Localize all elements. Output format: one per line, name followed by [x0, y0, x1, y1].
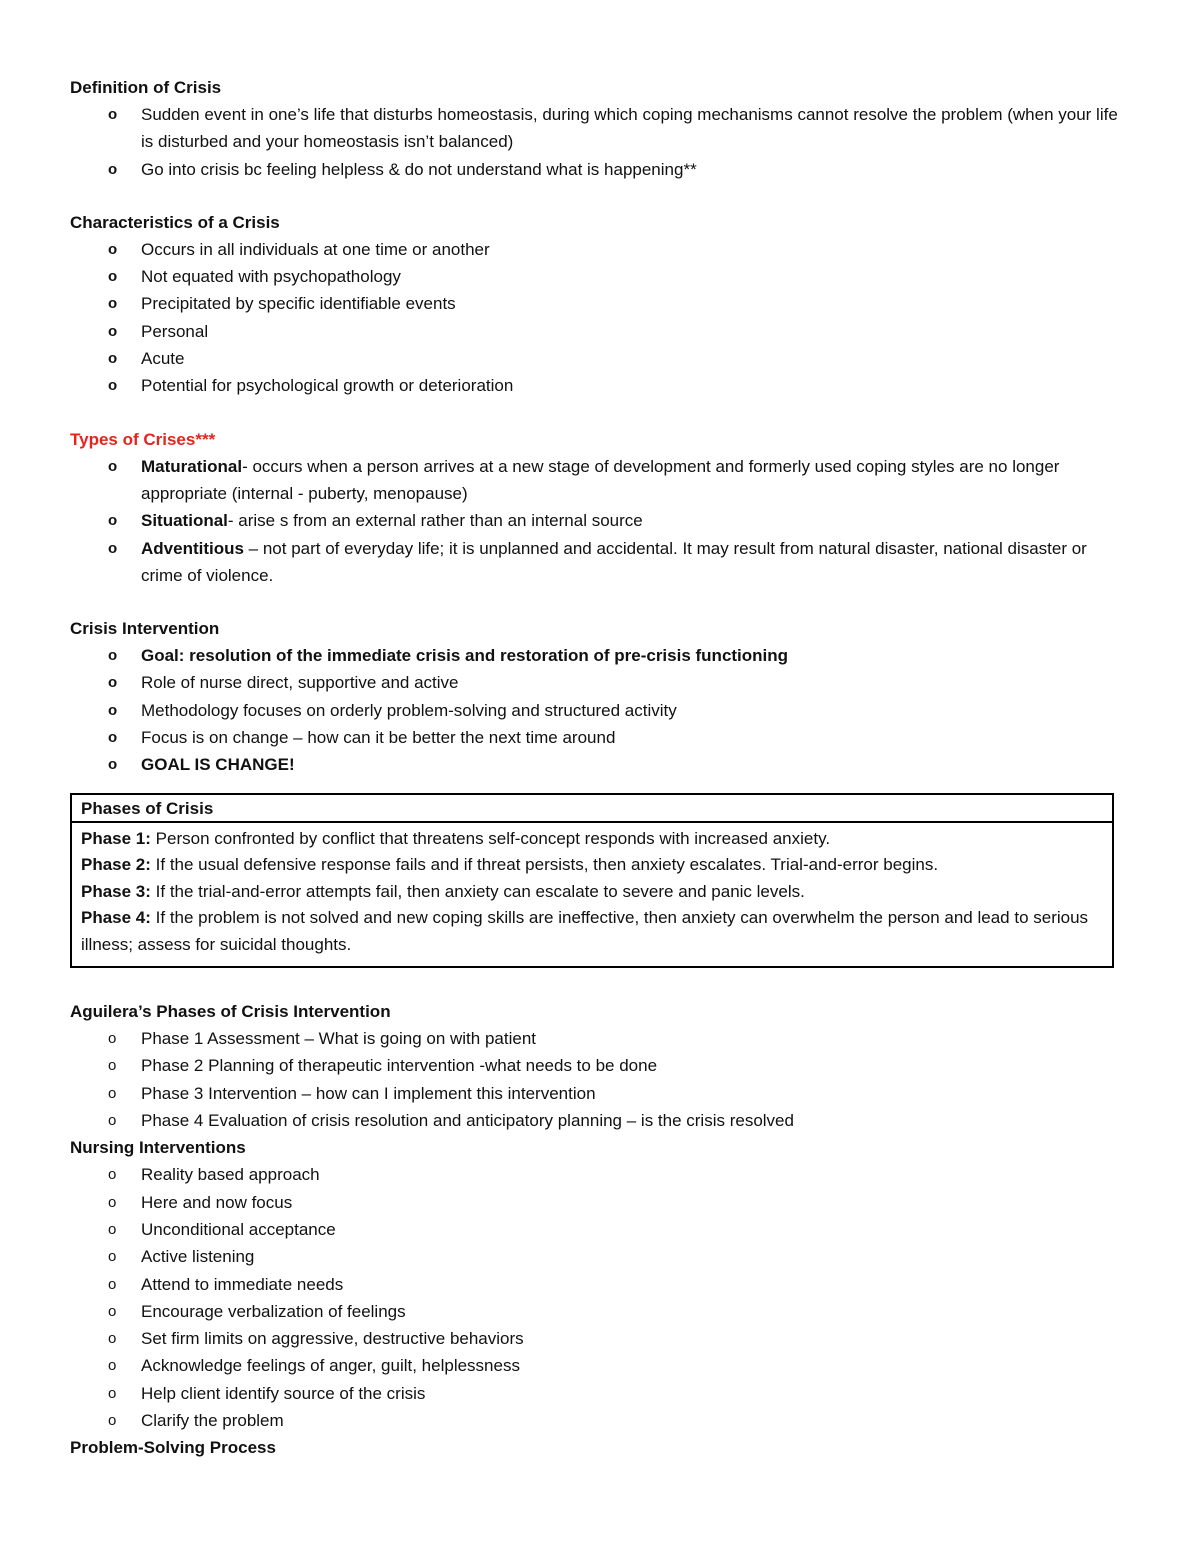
list-item [70, 453, 1130, 508]
bullet-icon: o [108, 1330, 117, 1348]
list-item-text: Phase 1 Assessment – What is going on with patient [141, 1029, 537, 1049]
intervention-section [70, 615, 1130, 778]
phase-text: If the usual defensive response fails and if threat persists, then anxiety escalates. Trial-and-error begins. [150, 855, 939, 875]
phase-row [81, 826, 1103, 853]
bullet-icon: o [108, 240, 118, 258]
characteristics-section [70, 209, 1130, 400]
list-item [70, 156, 1130, 183]
type-text: - arise s from an external rather than an internal source [227, 511, 643, 531]
nursing-title: Nursing Interventions [70, 1138, 246, 1158]
bullet-icon: o [108, 539, 118, 557]
phase-row [81, 852, 1103, 879]
phase-text: If the trial-and-error attempts fail, then anxiety can escalate to severe and panic levels. [150, 881, 805, 901]
list-item [70, 1161, 1130, 1188]
list-item [70, 101, 1130, 156]
list-item [70, 1107, 1130, 1134]
phases-table [70, 793, 1114, 969]
list-item [70, 1407, 1130, 1434]
phase-row [81, 905, 1103, 958]
list-item [70, 1380, 1130, 1407]
phase-label: Phase 2: [81, 855, 151, 875]
bullet-icon: o [108, 1220, 117, 1238]
list-item-text: Help client identify source of the crisis [141, 1383, 426, 1403]
bullet-icon: o [108, 160, 118, 178]
list-item [70, 263, 1130, 290]
list-item-text: Goal: resolution of the immediate crisis and restoration of pre-crisis functioning [141, 646, 789, 666]
list-item-text: Active listening [141, 1247, 255, 1267]
list-item-text: Acknowledge feelings of anger, guilt, helplessness [141, 1356, 520, 1376]
list-item [70, 236, 1130, 263]
bullet-icon: o [108, 1112, 117, 1130]
list-item [70, 642, 1130, 669]
list-item [70, 1025, 1130, 1052]
intervention-list [70, 642, 1130, 778]
list-item-text: Phase 4 Evaluation of crisis resolution and anticipatory planning – is the crisis resolved [141, 1111, 794, 1131]
bullet-icon: o [108, 1275, 117, 1293]
list-item-text: Encourage verbalization of feelings [141, 1301, 406, 1321]
nursing-section [70, 1134, 1130, 1434]
characteristics-list [70, 236, 1130, 400]
bullet-icon: o [108, 512, 118, 530]
list-item [70, 1298, 1130, 1325]
type-term: Maturational [141, 456, 243, 476]
bullet-icon: o [108, 268, 118, 286]
list-item-text: Potential for psychological growth or deterioration [141, 376, 514, 396]
aguilera-list [70, 1025, 1130, 1134]
bullet-icon: o [108, 1193, 117, 1211]
list-item-text: Reality based approach [141, 1165, 320, 1185]
aguilera-section [70, 998, 1130, 1134]
list-item [70, 535, 1130, 590]
list-item-text: Phase 3 Intervention – how can I implement this intervention [141, 1083, 596, 1103]
list-item-text: Methodology focuses on orderly problem-solving and structured activity [141, 700, 677, 720]
list-item-text: Go into crisis bc feeling helpless & do not understand what is happening** [141, 159, 697, 179]
list-item-text: Occurs in all individuals at one time or another [141, 239, 490, 259]
bullet-icon: o [108, 1057, 117, 1075]
list-item [70, 1352, 1130, 1379]
list-item-text: Role of nurse direct, supportive and active [141, 673, 459, 693]
list-item [70, 1080, 1130, 1107]
list-item [70, 751, 1130, 778]
intervention-title: Crisis Intervention [70, 619, 220, 639]
list-item [70, 1243, 1130, 1270]
bullet-icon: o [108, 350, 118, 368]
bullet-icon: o [108, 1166, 117, 1184]
types-list [70, 453, 1130, 589]
list-item [70, 1325, 1130, 1352]
nursing-list [70, 1161, 1130, 1434]
document-page [70, 74, 1130, 1461]
list-item-text: Personal [141, 321, 209, 341]
bullet-icon: o [108, 1030, 117, 1048]
list-item [70, 507, 1130, 534]
list-item [70, 697, 1130, 724]
list-item-text: Precipitated by specific identifiable events [141, 294, 456, 314]
bullet-icon: o [108, 1084, 117, 1102]
bullet-icon: o [108, 1384, 117, 1402]
bullet-icon: o [108, 701, 118, 719]
list-item-text: Unconditional acceptance [141, 1219, 336, 1239]
phase-label: Phase 1: [81, 828, 151, 848]
bullet-icon: o [108, 729, 118, 747]
bullet-icon: o [108, 457, 118, 475]
bullet-icon: o [108, 377, 118, 395]
list-item [70, 1271, 1130, 1298]
list-item-text: Here and now focus [141, 1192, 293, 1212]
list-item [70, 1052, 1130, 1079]
definition-section [70, 74, 1130, 183]
phase-text: Person confronted by conflict that threatens self-concept responds with increased anxiety. [150, 828, 831, 848]
list-item [70, 290, 1130, 317]
list-item-text: Sudden event in one’s life that disturbs homeostasis, during which coping mechanisms cannot resolve the problem (when your life is disturbed and your homeostasis isn’t balanced) [141, 105, 1118, 152]
types-section [70, 426, 1130, 589]
phase-label: Phase 3: [81, 881, 151, 901]
bullet-icon: o [108, 1412, 117, 1429]
list-item-text: Not equated with psychopathology [141, 267, 401, 287]
phase-row [81, 879, 1103, 906]
bullet-icon: o [108, 756, 118, 774]
bullet-icon: o [108, 1248, 117, 1266]
phase-label: Phase 4: [81, 908, 151, 928]
phases-table-body [72, 823, 1112, 967]
type-term: Situational [141, 511, 228, 531]
list-item [70, 1189, 1130, 1216]
list-item-text: GOAL IS CHANGE! [141, 755, 295, 775]
bullet-icon: o [108, 674, 118, 692]
type-text: - occurs when a person arrives at a new stage of development and formerly used coping styles are no longer appropriate (internal - puberty, menopause) [141, 456, 1060, 503]
phase-text: If the problem is not solved and new coping skills are ineffective, then anxiety can overwhelm the person and lead to serious illness; assess for suicidal thoughts. [81, 908, 1089, 954]
problem-solving-title: Problem-Solving Process [70, 1438, 276, 1458]
type-text: – not part of everyday life; it is unplanned and accidental. It may result from natural disaster, national disaster or crime of violence. [141, 538, 1087, 585]
definition-list [70, 101, 1130, 183]
characteristics-title: Characteristics of a Crisis [70, 212, 280, 232]
list-item [70, 345, 1130, 372]
definition-title: Definition of Crisis [70, 78, 222, 97]
phases-table-header: Phases of Crisis [72, 795, 1112, 823]
list-item [70, 724, 1130, 751]
list-item-text: Attend to immediate needs [141, 1274, 344, 1294]
list-item-text: Acute [141, 349, 185, 369]
list-item [70, 669, 1130, 696]
bullet-icon: o [108, 322, 118, 340]
problem-solving-section [70, 1434, 1130, 1461]
list-item-text: Focus is on change – how can it be better the next time around [141, 728, 616, 748]
bullet-icon: o [108, 1302, 117, 1320]
bullet-icon: o [108, 106, 118, 123]
aguilera-title: Aguilera’s Phases of Crisis Intervention [70, 1002, 391, 1022]
list-item [70, 318, 1130, 345]
list-item-text: Clarify the problem [141, 1411, 284, 1430]
type-term: Adventitious [141, 538, 244, 558]
bullet-icon: o [108, 295, 118, 313]
bullet-icon: o [108, 647, 118, 665]
bullet-icon: o [108, 1357, 117, 1375]
list-item-text: Set firm limits on aggressive, destructive behaviors [141, 1329, 524, 1349]
types-title: Types of Crises*** [70, 429, 216, 449]
list-item-text: Phase 2 Planning of therapeutic intervention -what needs to be done [141, 1056, 658, 1076]
list-item [70, 372, 1130, 399]
list-item [70, 1216, 1130, 1243]
